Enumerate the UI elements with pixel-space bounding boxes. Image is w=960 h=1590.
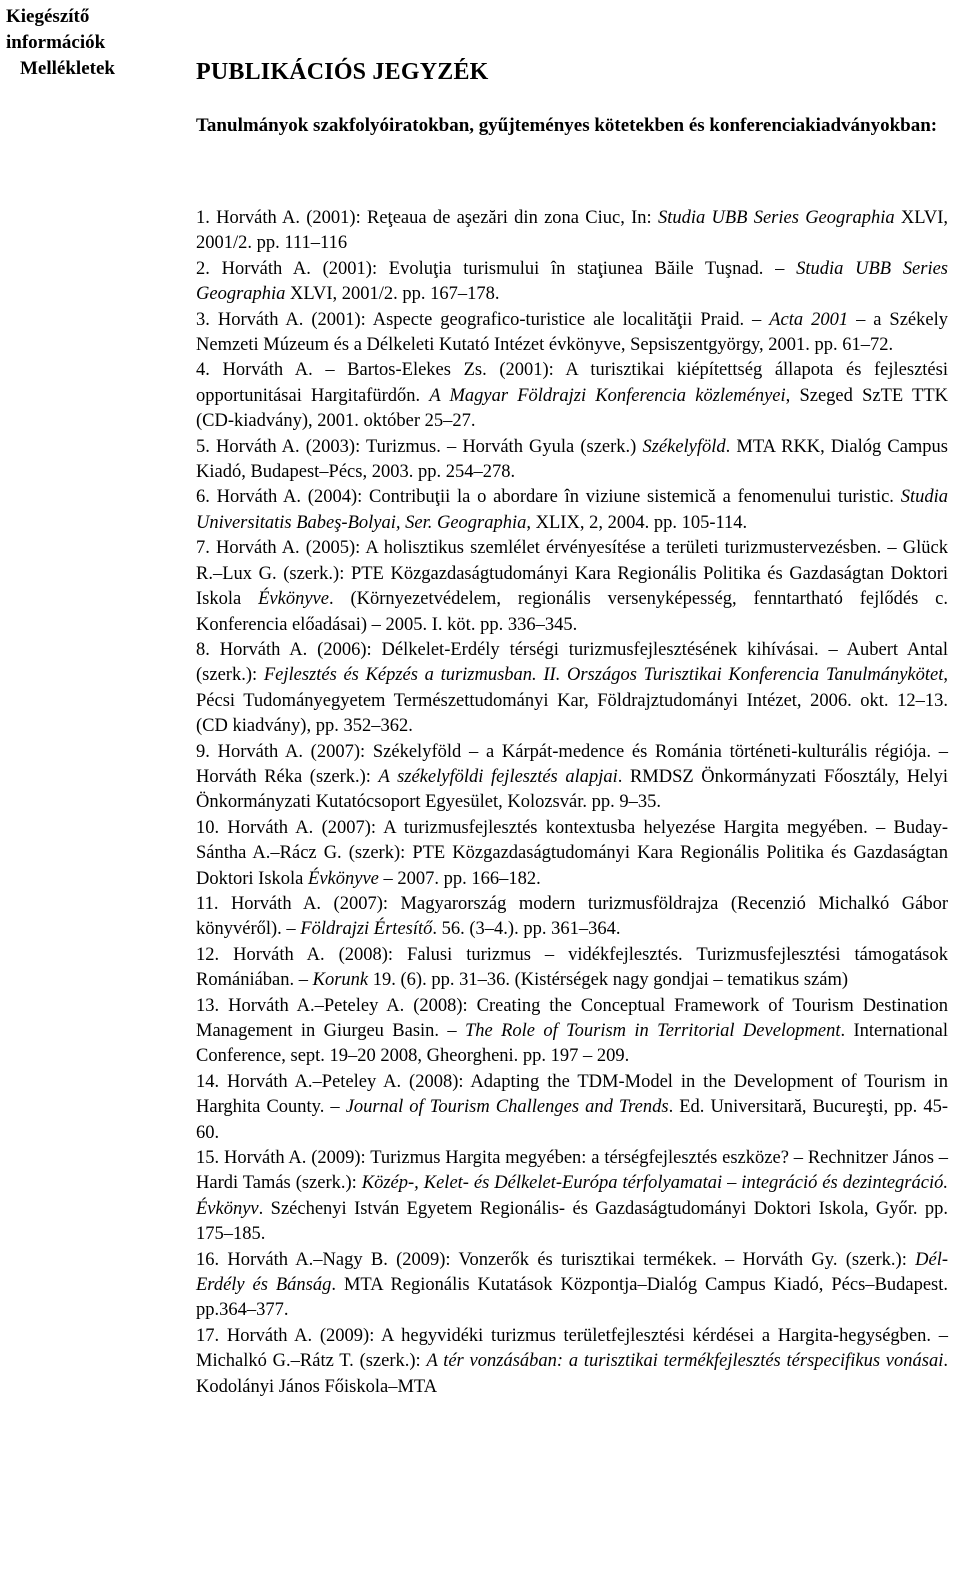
publication-entry xyxy=(196,485,948,536)
publication-source-italic: Székelyföld xyxy=(642,436,726,457)
publication-source-italic: Évkönyve xyxy=(308,868,379,889)
publication-entry xyxy=(196,536,948,638)
publication-list xyxy=(196,206,948,1400)
publication-text: 17. Horváth A. (2009): A hegyvidéki turizmus területfejlesztési kérdései a Hargita-hegységben. – Michalkó G.–Rátz T. (szerk.): xyxy=(196,1325,948,1372)
publication-text: . Széchenyi István Egyetem Regionális- és Gazdaságtudományi Doktori Iskola, Győr. pp. 175–185. xyxy=(196,1198,948,1245)
publication-entry xyxy=(196,308,948,359)
sidebar-section-label xyxy=(6,4,146,82)
publication-text: 9. Horváth A. (2007): Székelyföld – a Kárpát-medence és Románia történeti-kulturális régiója. – Horváth Réka (szerk.): xyxy=(196,741,948,787)
publication-source-italic: Studia UBB Series Geographia xyxy=(657,208,895,228)
publication-text: . 56. (3–4.). pp. 361–364. xyxy=(432,919,621,940)
publication-text: 12. Horváth A. (2008): Falusi turizmus – vidékfejlesztés. Turizmusfejlesztési támogatások Romániában. – xyxy=(196,944,948,991)
publication-text: 16. Horváth A.–Nagy B. (2009): Vonzerők és turisztikai termékek. – Horváth Gy. (szerk.): xyxy=(196,1249,916,1270)
publication-text: 15. Horváth A. (2009): Turizmus Hargita megyében: a térségfejlesztés eszköze? – Rechnitzer János – Hardi Tamás (szerk.): xyxy=(196,1148,948,1194)
publication-text: , Pécsi Tudományegyetem Természettudományi Kar, Földrajztudományi Intézet, 2006. okt. 12–13. (CD kiadvány), pp. 352–362. xyxy=(196,665,948,737)
publication-source-italic: Fejlesztés és Képzés a turizmusban. II. Országos Turisztikai Konferencia Tanulmánykötet xyxy=(263,665,944,686)
publication-source-italic: A székelyföldi fejlesztés alapjai xyxy=(378,766,618,787)
publication-text: 1. Horváth A. (2001): Reţeaua de aşezări din zona Ciuc, In: xyxy=(196,208,658,228)
publication-text: . Kodolányi János Főiskola–MTA xyxy=(196,1351,948,1397)
publication-text: . RMDSZ Önkormányzati Főosztály, Helyi Önkormányzati Kutatócsoport Egyesület, Kolozsvár. pp. 9–35. xyxy=(196,766,948,813)
publication-entry xyxy=(196,206,948,257)
publication-text: 10. Horváth A. (2007): A turizmusfejlesztés kontextusba helyezése Hargita megyében. – Buday-Sántha A.–Rácz G. (szerk): PTE Közgazdaságtudományi Kara Regionális Politika és Gazdaságtan Doktori Iskola xyxy=(196,817,948,889)
sidebar-label-line-1: Kiegészítő xyxy=(6,6,90,27)
publication-source-italic: The Role of Tourism in Territorial Development xyxy=(464,1021,841,1041)
publication-text: . (Környezetvédelem, regionális versenyképesség, fenntartható fejlődés c. Konferencia előadásai) – 2005. I. köt. pp. 336–345. xyxy=(196,589,948,635)
publication-entry xyxy=(196,1248,948,1324)
publication-text: , Szeged SzTE TTK (CD-kiadvány), 2001. október 25–27. xyxy=(196,385,948,432)
publication-source-italic: Journal of Tourism Challenges and Trends xyxy=(345,1097,669,1118)
publication-text: 2. Horváth A. (2001): Evoluţia turismului în staţiunea Băile Tuşnad. – xyxy=(196,258,797,279)
publication-entry xyxy=(196,943,948,994)
sidebar-label-line-2: információk xyxy=(6,32,106,53)
publication-source-italic: Studia Universitatis Babeş-Bolyai, Ser. Geographia xyxy=(196,487,948,533)
publication-entry xyxy=(196,994,948,1070)
publication-text: 7. Horváth A. (2005): A holisztikus szemlélet érvényesítése a területi turizmustervezésben. – Glück R.–Lux G. (szerk.): PTE Közgazdaságtudományi Kara Regionális Politika és Gazdaságtan Doktori Iskola xyxy=(196,538,948,610)
publication-source-italic: A tér vonzásában: a turisztikai termékfejlesztés térspecifikus vonásai xyxy=(426,1351,944,1372)
publication-entry xyxy=(196,1070,948,1146)
publication-source-italic: Studia UBB Series Geographia xyxy=(196,258,948,305)
publication-source-italic: Évkönyve xyxy=(258,589,329,610)
publication-entry xyxy=(196,816,948,892)
publication-text: 6. Horváth A. (2004): Contribuţii la o abordare în viziune sistemică a fenomenului turistic. xyxy=(196,487,901,508)
publication-entry xyxy=(196,892,948,943)
publication-text: 13. Horváth A.–Peteley A. (2008): Creating the Conceptual Framework of Tourism Destination Management in Giurgeu Basin. – xyxy=(196,995,948,1041)
publication-entry xyxy=(196,1324,948,1400)
publication-text: . Ed. Universitară, Bucureşti, pp. 45-60. xyxy=(196,1097,949,1143)
page-title: PUBLIKÁCIÓS JEGYZÉK xyxy=(196,59,489,85)
publication-entry xyxy=(196,1146,948,1248)
publication-text: XLVI, 2001/2. pp. 167–178. xyxy=(285,284,500,305)
publication-text: 8. Horváth A. (2006): Délkelet-Erdély térségi turizmusfejlesztésének kihívásai. – Aubert Antal (szerk.): xyxy=(196,639,948,686)
publication-text: – 2007. pp. 166–182. xyxy=(378,868,541,889)
publication-text: – a Székely Nemzeti Múzeum és a Délkeleti Kutató Intézet évkönyve, Sepsiszentgyörgy, 2001. pp. 61–72. xyxy=(196,309,948,356)
publication-entry xyxy=(196,358,948,434)
publication-source-italic: Dél-Erdély és Bánság xyxy=(196,1249,948,1296)
section-subtitle: Tanulmányok szakfolyóiratokban, gyűjteményes kötetekben és konferenciakiadványokban: xyxy=(196,115,938,136)
publication-entry xyxy=(196,638,948,740)
sidebar-label-line-3: Mellékletek xyxy=(20,58,115,79)
publication-source-italic: Földrajzi Értesítő xyxy=(300,919,433,940)
publication-text: 11. Horváth A. (2007): Magyarország modern turizmusföldrajza (Recenzió Michalkó Gábor könyvéről). – xyxy=(196,893,948,940)
publication-entry xyxy=(196,435,948,486)
publication-text: 5. Horváth A. (2003): Turizmus. – Horváth Gyula (szerk.) xyxy=(196,436,643,457)
publication-source-italic: A Magyar Földrajzi Konferencia közleményei xyxy=(429,385,786,406)
publication-text: . MTA RKK, Dialóg Campus Kiadó, Budapest–Pécs, 2003. pp. 254–278. xyxy=(196,436,948,483)
publication-text: , XLIX, 2, 2004. pp. 105-114. xyxy=(526,512,748,533)
publication-text: 4. Horváth A. – Bartos-Elekes Zs. (2001): A turisztikai kiépítettség állapota és fejlesztési opportunitásai Hargitafürdőn. xyxy=(196,360,948,406)
publication-text: XLVI, 2001/2. pp. 111–116 xyxy=(196,208,948,254)
publication-text: 14. Horváth A.–Peteley A. (2008): Adapting the TDM-Model in the Development of Tourism in Harghita County. – xyxy=(196,1071,948,1118)
publication-source-italic: Acta 2001 xyxy=(769,309,849,330)
publication-source-italic: Közép-, Kelet- és Délkelet-Európa térfolyamatai – integráció és dezintegráció. Évkönyv xyxy=(196,1173,948,1219)
publication-text: 19. (6). pp. 31–36. (Kistérségek nagy gondjai – tematikus szám) xyxy=(368,970,849,991)
publication-entry xyxy=(196,740,948,816)
publication-text: 3. Horváth A. (2001): Aspecte geografico-turistice ale localităţii Praid. – xyxy=(196,309,770,330)
publication-text: . MTA Regionális Kutatások Központja–Dialóg Campus Kiadó, Pécs–Budapest. pp.364–377. xyxy=(196,1275,948,1321)
publication-text: . International Conference, sept. 19–20 2008, Gheorgheni. pp. 197 – 209. xyxy=(196,1021,948,1067)
publication-entry xyxy=(196,257,948,308)
publication-source-italic: Korunk xyxy=(312,970,369,991)
